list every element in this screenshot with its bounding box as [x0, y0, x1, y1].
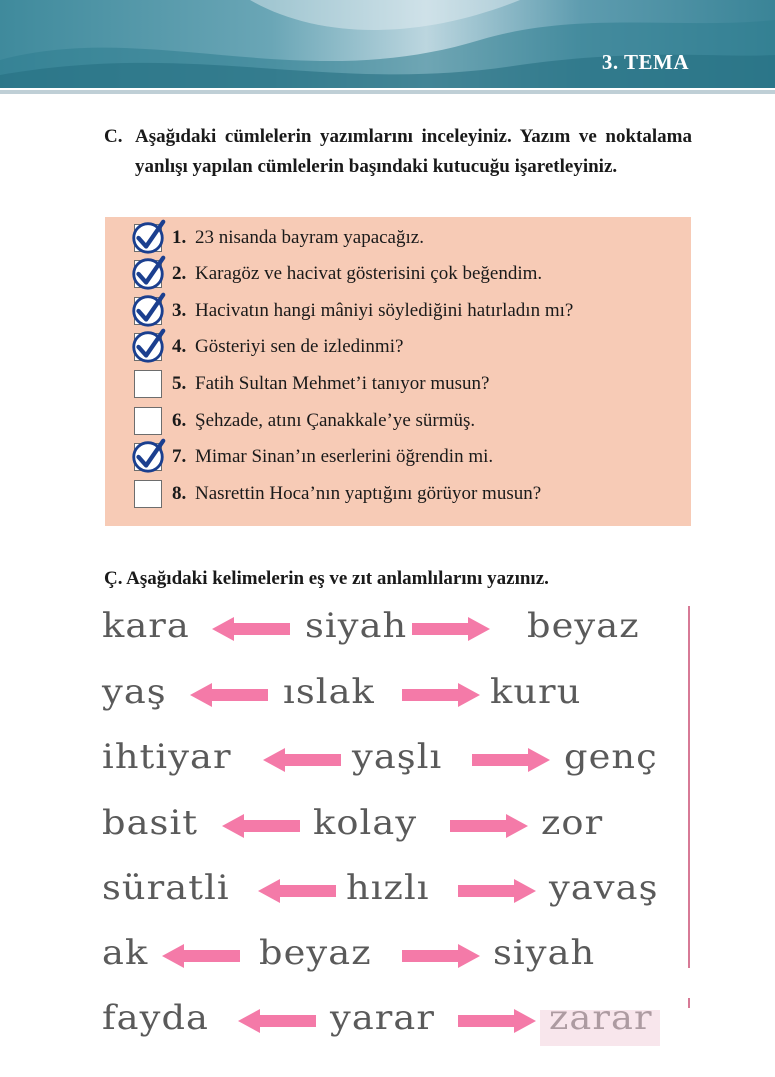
item-text: Karagöz ve hacivat gösterisini çok beğendim.: [195, 263, 543, 284]
base-word: fayda: [102, 998, 210, 1038]
checklist-item: [105, 221, 691, 257]
checklist-item: [105, 440, 691, 476]
check-mark-icon: [129, 437, 167, 475]
check-mark-icon: [129, 291, 167, 329]
checklist-item: [105, 257, 691, 293]
antonym-word: kuru: [490, 672, 582, 712]
checklist-item: [105, 294, 691, 330]
synonym-word: siyah: [305, 606, 408, 646]
base-word: süratli: [102, 868, 230, 908]
checklist-item: [105, 367, 691, 403]
item-number: 1.: [172, 227, 187, 248]
arrow-right-icon: [410, 617, 490, 641]
section-c-instruction: [104, 122, 692, 182]
arrow-left-icon: [238, 1009, 318, 1033]
synonym-word: kolay: [313, 803, 418, 843]
base-word: ak: [102, 933, 149, 973]
check-mark-icon: [129, 254, 167, 292]
arrow-right-icon: [456, 1009, 536, 1033]
item-number: 6.: [172, 410, 187, 431]
synonym-word: hızlı: [346, 868, 430, 908]
arrow-left-icon: [263, 748, 343, 772]
section-c-text: Aşağıdaki cümlelerin yazımlarını inceleyiniz. Yazım ve noktalama yanlışı yapılan cümlelerin başındaki kutucuğu işaretleyiniz.: [135, 126, 692, 177]
margin-line-bottom: [688, 998, 690, 1008]
antonym-word: yavaş: [549, 868, 659, 908]
item-number: 8.: [172, 483, 187, 504]
check-mark-icon: [129, 218, 167, 256]
item-number: 2.: [172, 263, 187, 284]
item-text: Hacivatın hangi mâniyi söylediğini hatırladın mı?: [195, 300, 574, 321]
arrow-right-icon: [400, 683, 480, 707]
base-word: ihtiyar: [102, 737, 232, 777]
arrow-right-icon: [400, 944, 480, 968]
section-c-letter: C.: [104, 126, 123, 147]
synonym-word: ıslak: [283, 672, 375, 712]
item-number: 5.: [172, 373, 187, 394]
antonym-word: genç: [564, 737, 658, 777]
section-cc-title: Ç. Aşağıdaki kelimelerin eş ve zıt anlamlılarını yazınız.: [104, 568, 549, 589]
arrow-right-icon: [448, 814, 528, 838]
antonym-word: zor: [541, 803, 604, 843]
synonym-word: beyaz: [259, 933, 372, 973]
item-text: Nasrettin Hoca’nın yaptığını görüyor musun?: [195, 483, 542, 504]
checkbox[interactable]: [134, 407, 162, 435]
item-text: Gösteriyi sen de izledinmi?: [195, 336, 404, 357]
base-word: yaş: [102, 672, 167, 712]
checklist-item: [105, 330, 691, 366]
item-text: Şehzade, atını Çanakkale’ye sürmüş.: [195, 410, 476, 431]
synonym-word: yaşlı: [352, 737, 443, 777]
checklist-item: [105, 404, 691, 440]
arrow-left-icon: [190, 683, 270, 707]
arrow-right-icon: [470, 748, 550, 772]
arrow-left-icon: [258, 879, 338, 903]
arrow-left-icon: [212, 617, 292, 641]
item-number: 3.: [172, 300, 187, 321]
header-divider: [0, 90, 775, 94]
checkbox[interactable]: [134, 370, 162, 398]
pink-stamp-decoration: [540, 1010, 660, 1046]
arrow-left-icon: [162, 944, 242, 968]
item-number: 7.: [172, 446, 187, 467]
item-text: Mimar Sinan’ın eserlerini öğrendin mi.: [195, 446, 494, 467]
check-mark-icon: [129, 327, 167, 365]
checkbox[interactable]: [134, 480, 162, 508]
antonym-word: siyah: [493, 933, 596, 973]
item-text: 23 nisanda bayram yapacağız.: [195, 227, 424, 248]
item-text: Fatih Sultan Mehmet’i tanıyor musun?: [195, 373, 490, 394]
theme-label: 3. TEMA: [601, 50, 689, 74]
checklist-item: [105, 477, 691, 513]
arrow-right-icon: [456, 879, 536, 903]
antonym-word: beyaz: [527, 606, 640, 646]
arrow-left-icon: [222, 814, 302, 838]
synonym-word: yarar: [330, 998, 436, 1038]
item-number: 4.: [172, 336, 187, 357]
sentence-checklist: [105, 217, 691, 526]
margin-line: [688, 606, 690, 968]
base-word: basit: [102, 803, 199, 843]
page-header: [0, 0, 775, 88]
base-word: kara: [102, 606, 190, 646]
